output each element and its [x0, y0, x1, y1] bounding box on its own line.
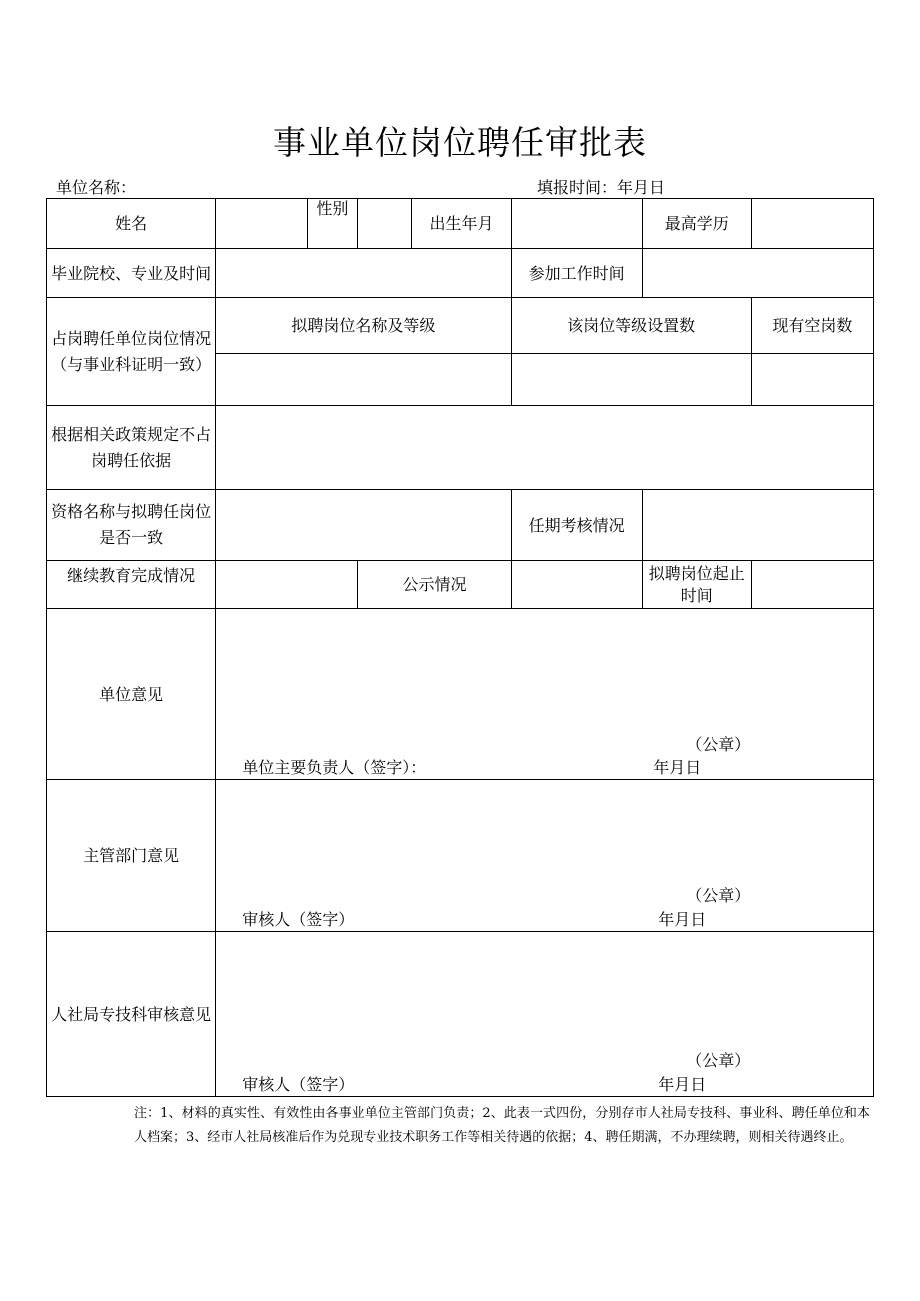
- gender-field[interactable]: [358, 199, 412, 249]
- post-count-label: 该岗位等级设置数: [511, 298, 751, 354]
- unit-seal: （公章）: [686, 735, 751, 754]
- unit-opinion-field[interactable]: [216, 609, 874, 780]
- footnote: 注：1、材料的真实性、有效性由各事业单位主管部门负责；2、此表一式四份，分别存市人社局专技科、事业科、聘任单位和本人档案；3、经市人社局核准后作为兑现专业技术职务工作等相关待遇的依据；4、聘任期满，不办理续聘，则相关待遇终止。: [134, 1106, 870, 1145]
- post-name-field[interactable]: [216, 354, 511, 406]
- dept-opinion-label: 主管部门意见: [47, 780, 216, 932]
- row-unit-opinion: [47, 609, 874, 780]
- education-cont-field[interactable]: [216, 561, 358, 609]
- education-field[interactable]: [751, 199, 873, 249]
- publicity-label: 公示情况: [358, 561, 511, 609]
- school-field[interactable]: [216, 249, 511, 298]
- row-continuing-education: [47, 561, 874, 609]
- birth-field[interactable]: [511, 199, 642, 249]
- unit-name-label: 单位名称：: [56, 178, 137, 197]
- post-period-field[interactable]: [751, 561, 873, 609]
- work-start-field[interactable]: [642, 249, 873, 298]
- row-bureau-opinion: [47, 932, 874, 1097]
- policy-field[interactable]: [216, 406, 874, 490]
- post-period-label: 拟聘岗位起止时间: [642, 561, 751, 609]
- bureau-seal: （公章）: [686, 1051, 751, 1070]
- birth-label: 出生年月: [412, 199, 511, 249]
- policy-label: 根据相关政策规定不占岗聘任依据: [47, 406, 216, 490]
- post-name-label: 拟聘岗位名称及等级: [216, 298, 511, 354]
- name-field[interactable]: [216, 199, 308, 249]
- dept-date: 年月日: [658, 910, 707, 929]
- dept-seal: （公章）: [686, 886, 751, 905]
- bureau-opinion-field[interactable]: [216, 932, 874, 1097]
- school-label: 毕业院校、专业及时间: [47, 249, 216, 298]
- term-review-field[interactable]: [642, 490, 873, 561]
- qualification-field[interactable]: [216, 490, 511, 561]
- education-cont-label: 继续教育完成情况: [47, 561, 216, 609]
- fill-time-label: 填报时间：年月日: [537, 178, 666, 197]
- vacant-field[interactable]: [751, 354, 873, 406]
- bureau-date: 年月日: [658, 1075, 707, 1094]
- dept-signer: 审核人（签字）: [242, 910, 355, 929]
- work-start-label: 参加工作时间: [511, 249, 642, 298]
- education-label: 最高学历: [642, 199, 751, 249]
- publicity-field[interactable]: [511, 561, 642, 609]
- vacant-label: 现有空岗数: [751, 298, 873, 354]
- gender-label: 性别: [308, 199, 358, 249]
- unit-opinion-label: 单位意见: [47, 609, 216, 780]
- bureau-opinion-label: 人社局专技科审核意见: [47, 932, 216, 1097]
- qualification-label: 资格名称与拟聘任岗位是否一致: [47, 490, 216, 561]
- row-school: [47, 249, 874, 298]
- row-basic-info: [47, 199, 874, 249]
- form-title: 事业单位岗位聘任审批表: [273, 123, 647, 162]
- row-occupy-head: [47, 298, 874, 354]
- bureau-signer: 审核人（签字）: [242, 1075, 355, 1094]
- name-label: 姓名: [47, 199, 216, 249]
- post-count-field[interactable]: [511, 354, 751, 406]
- row-dept-opinion: [47, 780, 874, 932]
- row-policy: [47, 406, 874, 490]
- dept-opinion-field[interactable]: [216, 780, 874, 932]
- unit-date: 年月日: [653, 758, 702, 777]
- term-review-label: 任期考核情况: [511, 490, 642, 561]
- unit-signer: 单位主要负责人（签字）：: [242, 758, 427, 777]
- occupy-label: 占岗聘任单位岗位情况（与事业科证明一致）: [47, 298, 216, 406]
- row-qualification: [47, 490, 874, 561]
- approval-table: [46, 198, 874, 1097]
